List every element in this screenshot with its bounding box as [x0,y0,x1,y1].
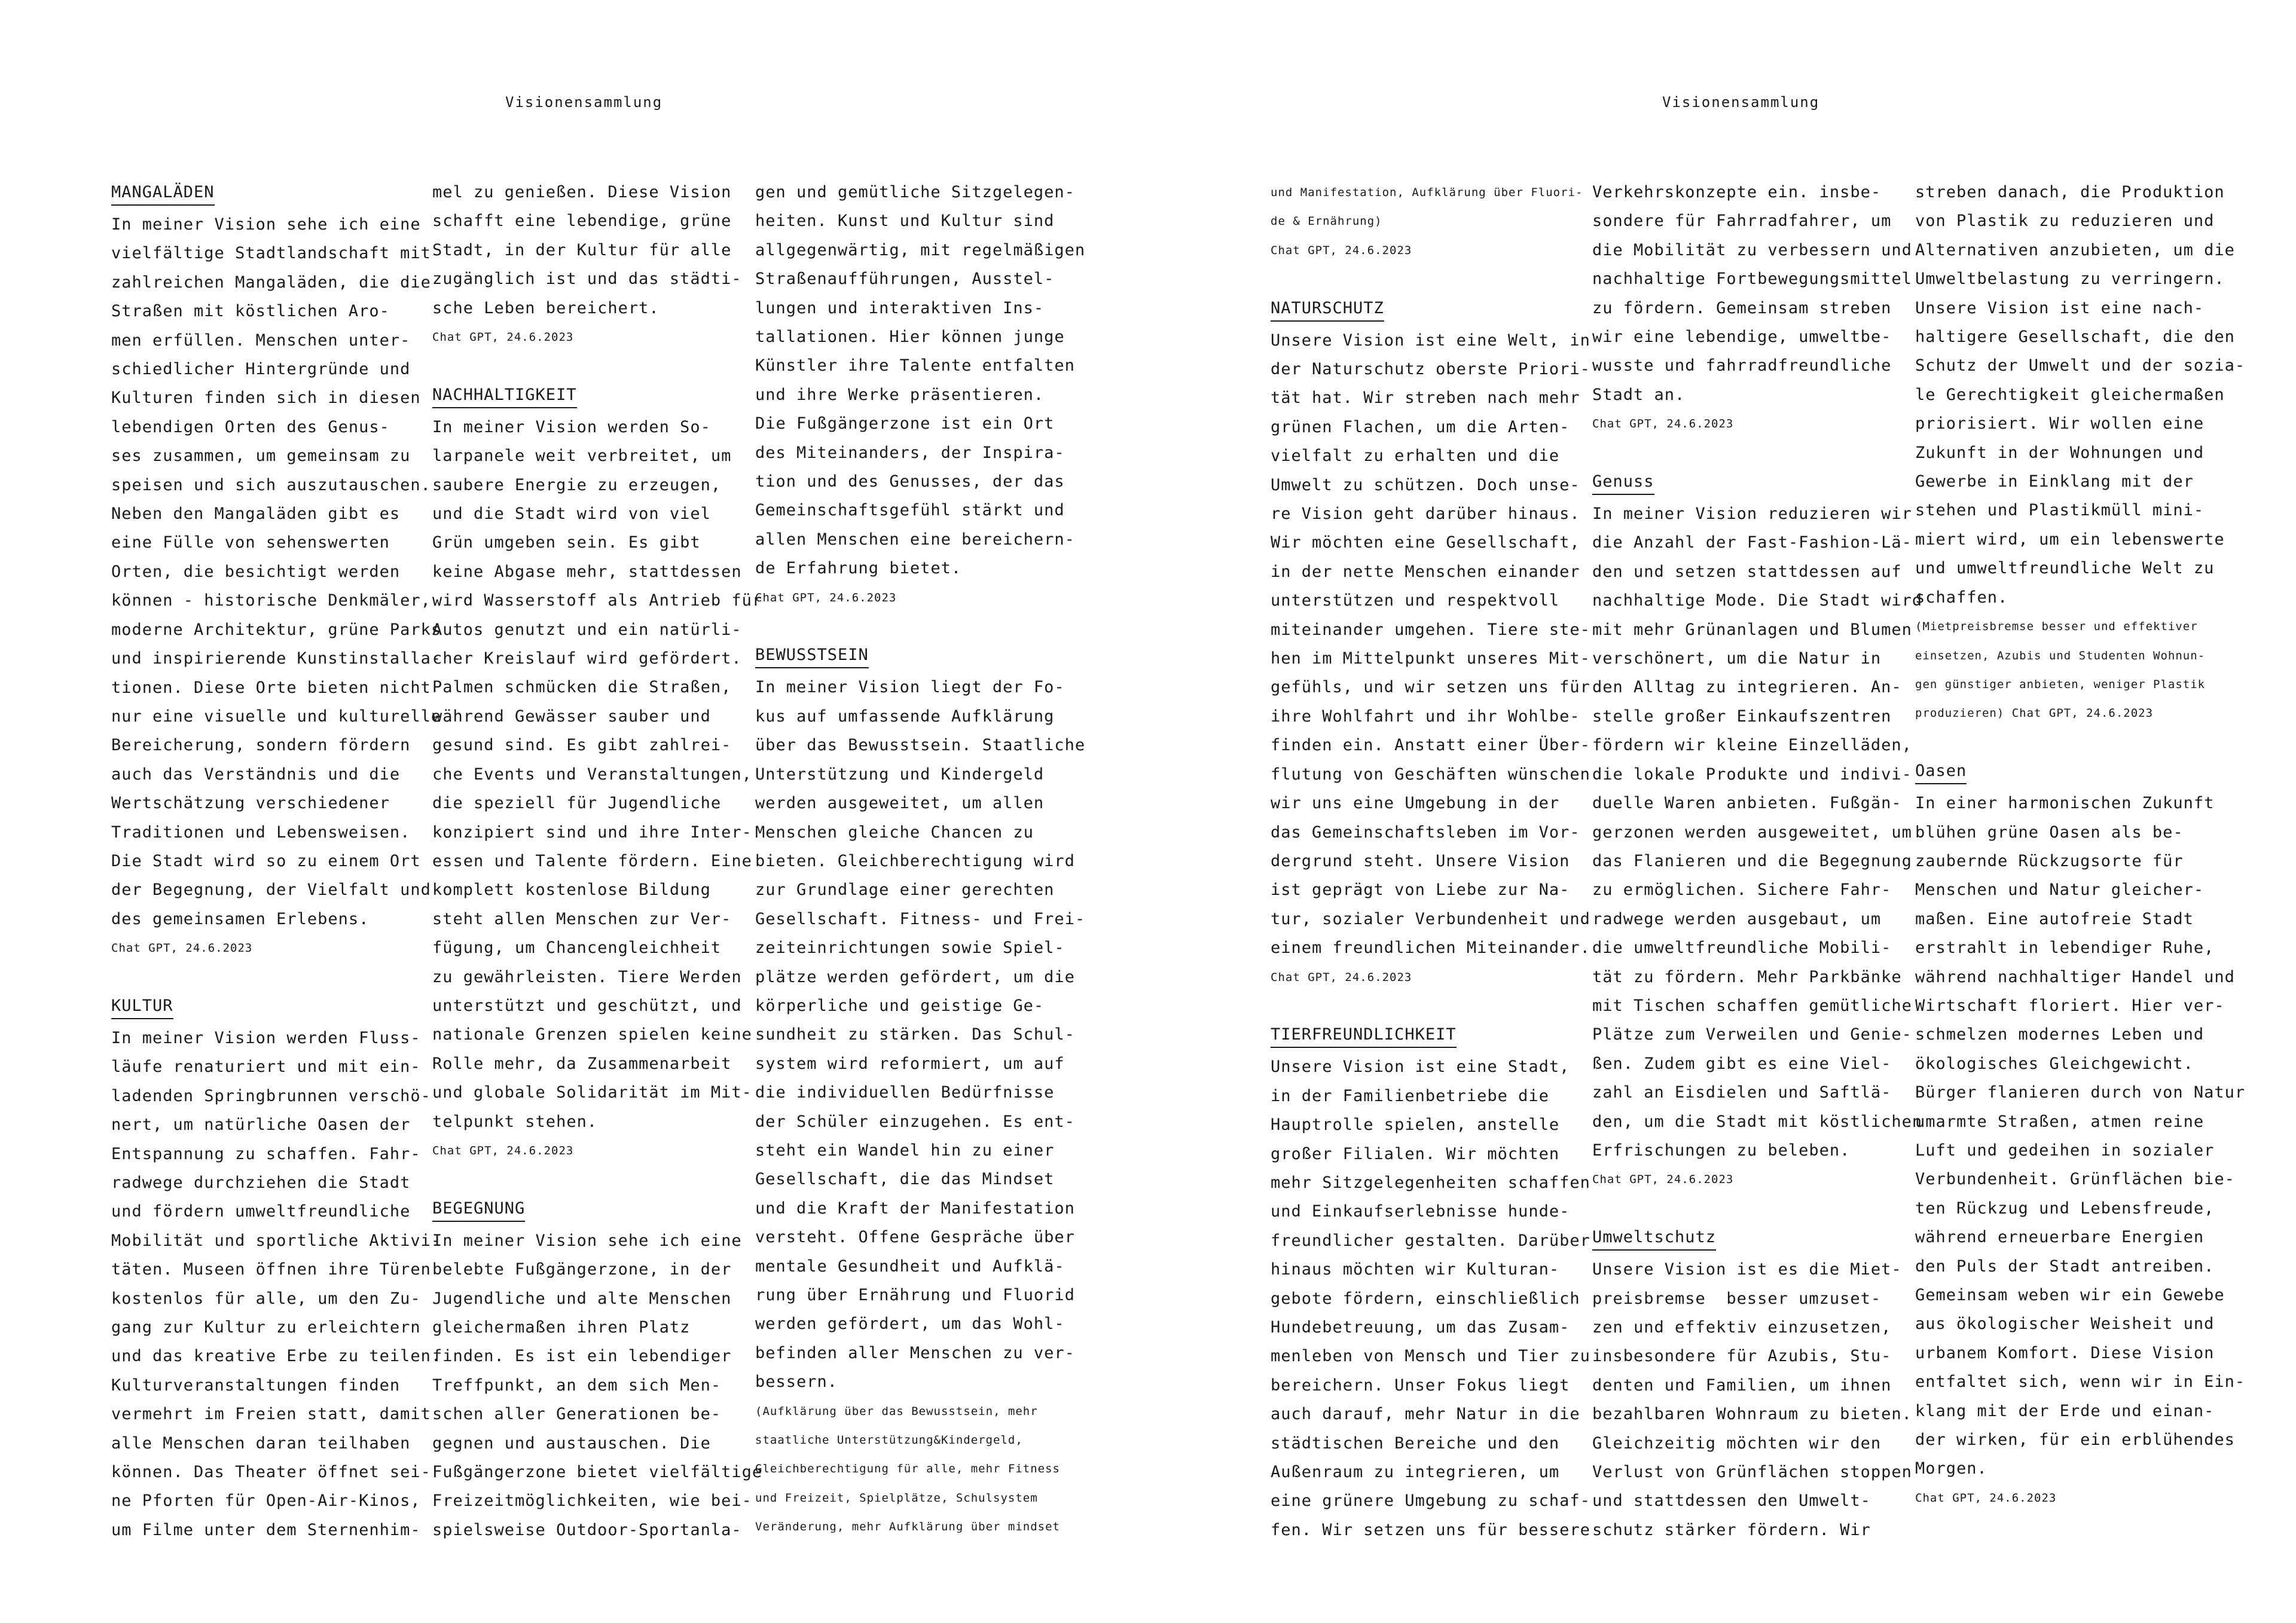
body-line: In meiner Vision werden Fluss- [111,1028,421,1047]
source-note: Chat GPT, 24.6.2023 [1271,243,1412,257]
body-line: eine grünere Umgebung zu schaf- [1271,1491,1590,1511]
body-line: In einer harmonischen Zukunft [1915,794,2215,813]
body-line: verschönert, um die Natur in [1592,649,1882,668]
body-line: von Plastik zu reduzieren und [1915,212,2215,231]
body-line: und ihre Werke präsentieren. [755,385,1045,404]
body-line: Orten, die besichtigt werden [111,562,401,581]
body-line: Verbundenheit. Grünflächen bie- [1915,1170,2235,1189]
body-line: lungen und interaktiven Ins- [755,298,1045,317]
body-line: körperliche und geistige Ge- [755,996,1045,1015]
section-heading: NACHHALTIGKEIT [432,383,577,408]
body-line: maßen. Eine autofreie Stadt [1915,909,2194,928]
body-line: der wirken, für ein erblühendes [1915,1431,2235,1450]
section-heading: MANGALÄDEN [111,181,215,206]
body-line: moderne Architektur, grüne Parks [111,620,442,639]
section-heading-wrap [111,992,410,1024]
body-line: spielsweise Outdoor-Sportanla- [432,1520,742,1539]
body-line: belebte Fußgängerzone, in der [432,1260,732,1279]
body-line: ihre Wohlfahrt und ihr Wohlbe- [1271,707,1580,726]
source-note: Veränderung, mehr Aufklärung über mindset [755,1520,1060,1534]
body-line: Erfrischungen zu beleben. [1592,1141,1851,1160]
body-line: komplett kostenlose Bildung [432,881,711,900]
body-line: in der Familienbetriebe die [1271,1086,1549,1105]
body-line: rung über Ernährung und Fluorid [755,1286,1075,1305]
body-line: Wirtschaft floriert. Hier ver- [1915,996,2225,1015]
body-line: Hauptrolle spielen, anstelle [1271,1115,1560,1135]
body-line: der Schüler einzugehen. Es ent- [755,1112,1075,1131]
body-line: das Gemeinschaftsleben im Vor- [1271,823,1580,842]
body-line: zaubernde Rückzugsorte für [1915,851,2184,870]
body-line: steht allen Menschen zur Ver- [432,909,732,928]
body-line: die Mobilität zu verbessern und [1592,240,1912,259]
body-line: klang mit der Erde und einan- [1915,1401,2215,1420]
body-line: können - historische Denkmäler, [111,591,431,610]
spacer [1592,1194,1891,1223]
body-line: nachhaltige Fortbewegungsmittel [1592,270,1912,289]
spacer [111,963,410,992]
body-line: menleben von Mensch und Tier zu [1271,1347,1590,1366]
page-header-left: Visionensammlung [505,94,663,111]
body-line: den, um die Stadt mit köstlichen [1592,1112,1923,1131]
body-line: ladenden Springbrunnen verschö- [111,1086,431,1105]
body-line: und die Stadt wird von viel [432,505,711,524]
body-line: die umweltfreundliche Mobili- [1592,939,1892,958]
body-line: Fußgängerzone bietet vielfältige [432,1463,763,1482]
body-line: Straßen mit köstlichen Aro- [111,302,390,321]
body-line: larpanele weit verbreitet, um [432,447,732,466]
body-line: Hundebetreuung, um das Zusam- [1271,1318,1570,1337]
body-line: Morgen. [1915,1459,1987,1478]
body-line: der Begegnung, der Vielfalt und [111,881,431,900]
body-line: großer Filialen. Wir möchten [1271,1144,1560,1163]
body-line: vielfältige Stadtlandschaft mit [111,244,431,263]
body-line: duelle Waren anbieten. Fußgän- [1592,794,1902,813]
body-line: Verkehrskonzepte ein. insbe- [1592,183,1882,201]
body-line: Wir möchten eine Gesellschaft, [1271,533,1580,552]
body-line: cher Kreislauf wird gefördert. [432,649,742,668]
body-line: Zukunft in der Wohnungen und [1915,443,2205,462]
body-line: heiten. Kunst und Kultur sind [755,212,1055,231]
body-line: che Events und Veranstaltungen, [432,765,752,784]
body-line: bezahlbaren Wohnraum zu bieten. [1592,1405,1912,1424]
body-line: des Miteinanders, der Inspira- [755,443,1065,462]
source-note: (Aufklärung über das Bewusstsein, mehr [755,1404,1038,1418]
body-line: gerzonen werden ausgeweitet, um [1592,823,1912,842]
body-line: der Naturschutz oberste Priori- [1271,360,1590,379]
body-line: ses zusammen, um gemeinsam zu [111,447,411,466]
body-line: Alternativen anzubieten, um die [1915,240,2235,259]
body-line: Kulturen finden sich in diesen [111,389,421,408]
body-line: In meiner Vision reduzieren wir [1592,505,1912,524]
body-line: sche Leben bereichert. [432,298,660,317]
body-line: streben danach, die Produktion [1915,183,2225,201]
body-line: gegnen und austauschen. Die [432,1434,711,1453]
body-line: zahl an Eisdielen und Saftlä- [1592,1083,1892,1102]
body-line: unterstützen und respektvoll [1271,591,1560,610]
body-line: ten Rückzug und Lebensfreude, [1915,1199,2215,1218]
body-line: Die Stadt wird so zu einem Ort [111,851,421,870]
body-line: finden ein. Anstatt einer Über- [1271,736,1590,755]
body-line: Unsere Vision ist eine nach- [1915,298,2205,317]
body-line: nachhaltige Mode. Die Stadt wird [1592,591,1923,610]
body-line: freundlicher gestalten. Darüber [1271,1231,1590,1250]
body-line: blühen grüne Oasen als be- [1915,823,2184,842]
body-line: zugänglich ist und das städti- [432,270,742,289]
body-line: um Filme unter dem Sternenhim- [111,1520,421,1539]
body-line: befinden aller Menschen zu ver- [755,1343,1075,1362]
section-heading-wrap [1271,294,1570,326]
section-heading: KULTUR [111,994,173,1019]
body-line: bieten. Gleichberechtigung wird [755,851,1075,870]
body-line: und fördern umweltfreundliche [111,1202,411,1221]
body-line: schen aller Generationen be- [432,1405,722,1424]
body-line: Gemeinsam weben wir ein Gewebe [1915,1286,2225,1305]
body-line: werden gefördert, um das Wohl- [755,1315,1065,1334]
body-line: zahlreichen Mangaläden, die die [111,273,431,292]
body-line: gebote fördern, einschließlich [1271,1289,1580,1308]
body-line: bessern. [755,1373,838,1392]
body-line: werden ausgeweitet, um allen [755,794,1045,813]
body-line: Treffpunkt, an dem sich Men- [432,1376,722,1395]
body-line: mehr Sitzgelegenheiten schaffen [1271,1173,1590,1192]
body-line: wusste und fahrradfreundliche [1592,356,1892,375]
body-line: stelle großer Einkaufszentren [1592,707,1892,726]
section-heading: Oasen [1915,759,1967,784]
body-line: Kulturveranstaltungen finden [111,1376,401,1395]
body-line: kus auf umfassende Aufklärung [755,707,1055,726]
body-line: unterstützt und geschützt, und [432,996,742,1015]
body-line: Verlust von Grünflächen stoppen [1592,1463,1912,1482]
body-line: Umwelt zu schützen. Doch unse- [1271,475,1580,494]
body-line: men erfüllen. Menschen unter- [111,331,411,350]
body-line: die individuellen Bedürfnisse [755,1083,1055,1102]
body-line: mel zu genießen. Diese Vision [432,183,732,201]
body-line: vielfalt zu erhalten und die [1271,447,1560,466]
body-line: und globale Solidarität im Mit- [432,1083,752,1102]
source-note: staatliche Unterstützung&Kindergeld, [755,1434,1023,1447]
spacer [1271,992,1570,1020]
body-line: Bürger flanieren durch von Natur [1915,1083,2246,1102]
body-line: ne Pforten für Open-Air-Kinos, [111,1491,421,1511]
body-line: Menschen gleiche Chancen zu [755,823,1034,842]
body-line: läufe renaturiert und mit ein- [111,1057,421,1077]
body-line: In meiner Vision sehe ich eine [111,215,421,234]
body-line: speisen und sich auszutauschen. [111,475,431,494]
body-line: Neben den Mangaläden gibt es [111,505,401,524]
body-line: während erneuerbare Energien [1915,1228,2205,1247]
source-note: und Manifestation, Aufklärung über Fluori- [1271,186,1583,199]
body-line: radwege werden ausgebaut, um [1592,909,1882,928]
body-line: wir eine lebendige, umweltbe- [1592,328,1892,347]
body-line: plätze werden gefördert, um die [755,967,1075,986]
body-line: Gesellschaft, die das Mindset [755,1170,1055,1189]
body-line: Grün umgeben sein. Es gibt [432,533,701,552]
body-line: haltigere Gesellschaft, die den [1915,328,2235,347]
body-line: Stadt an. [1592,385,1686,404]
body-line: den Alltag zu integrieren. An- [1592,678,1902,697]
body-line: aus ökologischer Weisheit und [1915,1315,2215,1334]
section-heading: Umweltschutz [1592,1225,1716,1251]
body-line: keine Abgase mehr, stattdessen [432,562,742,581]
body-line: eine Fülle von sehenswerten [111,533,390,552]
source-note: produzieren) Chat GPT, 24.6.2023 [1915,707,2154,720]
body-line: in der nette Menschen einander [1271,562,1580,581]
body-line: zu gewährleisten. Tiere Werden [432,967,742,986]
body-line: lebendigen Orten des Genus- [111,417,390,436]
body-line: miteinander umgehen. Tiere ste- [1271,620,1590,639]
source-note: Chat GPT, 24.6.2023 [1592,417,1734,431]
text-column-6 [1915,178,2246,1512]
body-line: hen im Mittelpunkt unseres Mit- [1271,649,1590,668]
body-line: konzipiert sind und ihre Inter- [432,823,752,842]
source-note: Chat GPT, 24.6.2023 [755,591,897,604]
body-line: über das Bewusstsein. Staatliche [755,736,1086,755]
body-line: Palmen schmücken die Straßen, [432,678,732,697]
body-line: Außenraum zu integrieren, um [1271,1463,1560,1482]
source-note: gen günstiger anbieten, weniger Plastik [1915,677,2206,691]
body-line: und stattdessen den Umwelt- [1592,1491,1871,1511]
source-note: Chat GPT, 24.6.2023 [1915,1491,2057,1505]
body-line: während Gewässer sauber und [432,707,711,726]
body-line: wird Wasserstoff als Antrieb für [432,591,763,610]
body-line: Traditionen und Lebensweisen. [111,823,411,842]
body-line: schafft eine lebendige, grüne [432,212,732,231]
text-column-4 [1271,178,1590,1545]
body-line: Plätze zum Verweilen und Genie- [1592,1025,1912,1044]
source-note: Chat GPT, 24.6.2023 [432,331,574,344]
body-line: zen und effektiv einzusetzen, [1592,1318,1892,1337]
body-line: steht ein Wandel hin zu einer [755,1141,1055,1160]
source-note: Chat GPT, 24.6.2023 [1592,1173,1734,1187]
body-line: schmelzen modernes Leben und [1915,1025,2205,1044]
body-line: allgegenwärtig, mit regelmäßigen [755,240,1086,259]
body-line: Autos genutzt und ein natürli- [432,620,742,639]
body-line: Unsere Vision ist eine Stadt, [1271,1057,1570,1077]
body-line: tät zu fördern. Mehr Parkbänke [1592,967,1902,986]
body-line: entfaltet sich, wenn wir in Ein- [1915,1373,2246,1392]
body-line: le Gerechtigkeit gleichermaßen [1915,385,2225,404]
body-line: gesund sind. Es gibt zahlrei- [432,736,732,755]
body-line: essen und Talente fördern. Eine [432,851,752,870]
body-line: städtischen Bereiche und den [1271,1434,1560,1453]
body-line: mit Tischen schaffen gemütliche [1592,996,1912,1015]
body-line: mit mehr Grünanlagen und Blumen [1592,620,1912,639]
source-note: de & Ernährung) [1271,215,1382,228]
body-line: können. Das Theater öffnet sei- [111,1463,431,1482]
body-line: zur Grundlage einer gerechten [755,881,1055,900]
body-line: ßen. Zudem gibt es eine Viel- [1592,1054,1892,1073]
body-line: wir uns eine Umgebung in der [1271,794,1560,813]
body-line: preisbremse besser umzuset- [1592,1289,1882,1308]
body-line: das Flanieren und die Begegnung [1592,851,1912,870]
body-line: des gemeinsamen Erlebens. [111,909,370,928]
body-line: Unsere Vision ist eine Welt, in [1271,331,1590,350]
body-line: Gleichzeitig möchten wir den [1592,1434,1882,1453]
body-line: Schutz der Umwelt und der sozia- [1915,356,2246,375]
body-line: Luft und gedeihen in sozialer [1915,1141,2215,1160]
body-line: umarmte Straßen, atmen reine [1915,1112,2205,1131]
body-line: flutung von Geschäften wünschen [1271,765,1590,784]
body-line: grünen Flachen, um die Arten- [1271,417,1570,436]
text-column-3 [755,178,1086,1542]
body-line: tionen. Diese Orte bieten nicht [111,678,431,697]
body-line: zu ermöglichen. Sichere Fahr- [1592,881,1892,900]
section-heading-wrap [111,178,410,210]
source-note: (Mietpreisbremse besser und effektiver [1915,620,2198,634]
text-column-5 [1592,178,1923,1545]
body-line: fen. Wir setzen uns für bessere [1271,1520,1590,1539]
body-line: dergrund steht. Unsere Vision [1271,851,1570,870]
body-line: die lokale Produkte und indivi- [1592,765,1912,784]
source-note: einsetzen, Azubis und Studenten Wohnun- [1915,649,2206,662]
body-line: urbanem Komfort. Diese Vision [1915,1343,2215,1362]
section-heading: NATURSCHUTZ [1271,297,1384,322]
body-line: schaffen. [1915,588,2008,607]
body-line: radwege durchziehen die Stadt [111,1173,411,1192]
body-line: kostenlos für alle, um den Zu- [111,1289,421,1308]
spacer [432,1165,731,1194]
body-line: Künstler ihre Talente entfalten [755,356,1075,375]
body-line: schutz stärker fördern. Wir [1592,1520,1871,1539]
body-line: sundheit zu stärken. Das Schul- [755,1025,1075,1044]
body-line: zeiteinrichtungen sowie Spiel- [755,939,1065,958]
body-line: de Erfahrung bietet. [755,559,962,578]
body-line: Jugendliche und alte Menschen [432,1289,732,1308]
section-heading-wrap [432,1194,731,1227]
body-line: In meiner Vision werden So- [432,417,711,436]
spacer [1271,265,1570,294]
body-line: und umweltfreundliche Welt zu [1915,559,2215,578]
body-line: und die Kraft der Manifestation [755,1199,1075,1218]
spacer [1915,728,2214,757]
body-line: nert, um natürliche Oasen der [111,1115,411,1135]
section-heading-wrap [1271,1020,1570,1053]
body-line: ökologisches Gleichgewicht. [1915,1054,2194,1073]
body-line: Gesellschaft. Fitness- und Frei- [755,909,1086,928]
body-line: denten und Familien, um ihnen [1592,1376,1892,1395]
body-line: Unterstützung und Kindergeld [755,765,1045,784]
body-line: alle Menschen daran teilhaben [111,1434,411,1453]
body-line: Rolle mehr, da Zusammenarbeit [432,1054,732,1073]
body-line: Umweltbelastung zu verringern. [1915,270,2225,289]
body-line: die speziell für Jugendliche [432,794,722,813]
body-line: miert wird, um ein lebenswerte [1915,530,2225,549]
body-line: sondere für Fahrradfahrer, um [1592,212,1892,231]
body-line: Menschen und Natur gleicher- [1915,881,2205,900]
body-line: und Einkaufserlebnisse hunde- [1271,1202,1570,1221]
body-line: einem freundlichen Miteinander. [1271,939,1590,958]
body-line: auch das Verständnis und die [111,765,401,784]
section-heading-wrap [1592,467,1891,500]
body-line: In meiner Vision sehe ich eine [432,1231,742,1250]
body-line: gang zur Kultur zu erleichtern [111,1318,421,1337]
body-line: vermehrt im Freien statt, damit [111,1405,431,1424]
body-line: system wird reformiert, um auf [755,1054,1065,1073]
body-line: täten. Museen öffnen ihre Türen [111,1260,431,1279]
body-line: fügung, um Chancengleichheit [432,939,722,958]
spacer [432,352,731,380]
body-line: ist geprägt von Liebe zur Na- [1271,881,1570,900]
body-line: tion und des Genusses, der das [755,472,1065,491]
body-line: schiedlicher Hintergründe und [111,360,411,379]
text-column-1 [111,178,442,1545]
body-line: stehen und Plastikmüll mini- [1915,501,2205,520]
body-line: Freizeitmöglichkeiten, wie bei- [432,1491,752,1511]
source-note: Chat GPT, 24.6.2023 [111,942,253,955]
section-heading: TIERFREUNDLICHKEIT [1271,1023,1457,1048]
source-note: und Freizeit, Spielplätze, Schulsystem [755,1491,1038,1505]
body-line: Mobilität und sportliche Aktivi- [111,1231,442,1250]
body-line: Entspannung zu schaffen. Fahr- [111,1144,421,1163]
section-heading-wrap [755,641,1054,673]
body-line: tur, sozialer Verbundenheit und [1271,909,1590,928]
body-line: hinaus möchten wir Kulturan- [1271,1260,1560,1279]
body-line: bereichern. Unser Fokus liegt [1271,1376,1570,1395]
body-line: gen und gemütliche Sitzgelegen- [755,183,1075,201]
section-heading-wrap [432,381,731,413]
body-line: mentale Gesundheit und Aufklä- [755,1257,1065,1276]
body-line: insbesondere für Azubis, Stu- [1592,1347,1892,1366]
body-line: fördern wir kleine Einzelläden, [1592,736,1912,755]
section-heading: Genuss [1592,470,1654,495]
body-line: Bereicherung, sondern fördern [111,736,411,755]
body-line: tallationen. Hier können junge [755,328,1065,347]
body-line: gleichermaßen ihren Platz [432,1318,691,1337]
body-line: Straßenaufführungen, Ausstel- [755,270,1055,289]
spacer [755,612,1054,641]
body-line: Gewerbe in Einklang mit der [1915,472,2194,491]
body-line: In meiner Vision liegt der Fo- [755,678,1065,697]
section-heading: BEGEGNUNG [432,1197,525,1222]
body-line: Stadt, in der Kultur für alle [432,240,732,259]
body-line: nationale Grenzen spielen keine [432,1025,752,1044]
body-line: re Vision geht darüber hinaus. [1271,505,1580,524]
body-line: priorisiert. Wir wollen eine [1915,414,2205,433]
text-column-2 [432,178,763,1545]
body-line: allen Menschen eine bereichern- [755,530,1075,549]
body-line: auch darauf, mehr Natur in die [1271,1405,1580,1424]
body-line: und inspirierende Kunstinstalla- [111,649,442,668]
body-line: nur eine visuelle und kulturelle [111,707,442,726]
body-line: Unsere Vision ist es die Miet- [1592,1260,1902,1279]
page-header-right: Visionensammlung [1662,94,1820,111]
body-line: versteht. Offene Gespräche über [755,1228,1075,1247]
body-line: telpunkt stehen. [432,1112,598,1131]
body-line: saubere Energie zu erzeugen, [432,475,722,494]
section-heading: BEWUSSTSEIN [755,643,869,668]
body-line: Gemeinschaftsgefühl stärkt und [755,501,1065,520]
body-line: während nachhaltiger Handel und [1915,967,2235,986]
source-note: Chat GPT, 24.6.2023 [432,1144,574,1157]
source-note: Chat GPT, 24.6.2023 [1271,970,1412,984]
body-line: finden. Es ist ein lebendiger [432,1347,732,1366]
section-heading-wrap [1592,1223,1891,1255]
body-line: zu fördern. Gemeinsam streben [1592,298,1892,317]
body-line: und das kreative Erbe zu teilen. [111,1347,442,1366]
body-line: die Anzahl der Fast-Fashion-Lä- [1592,533,1912,552]
source-note: Gleichberechtigung für alle, mehr Fitness [755,1462,1060,1476]
spacer [1592,439,1891,467]
body-line: erstrahlt in lebendiger Ruhe, [1915,939,2215,958]
body-line: den Puls der Stadt antreiben. [1915,1257,2215,1276]
body-line: den und setzen stattdessen auf [1592,562,1902,581]
body-line: Wertschätzung verschiedener [111,794,390,813]
body-line: Die Fußgängerzone ist ein Ort [755,414,1055,433]
section-heading-wrap [1915,757,2214,789]
body-line: gefühls, und wir setzen uns für [1271,678,1590,697]
body-line: tät hat. Wir streben nach mehr [1271,389,1580,408]
